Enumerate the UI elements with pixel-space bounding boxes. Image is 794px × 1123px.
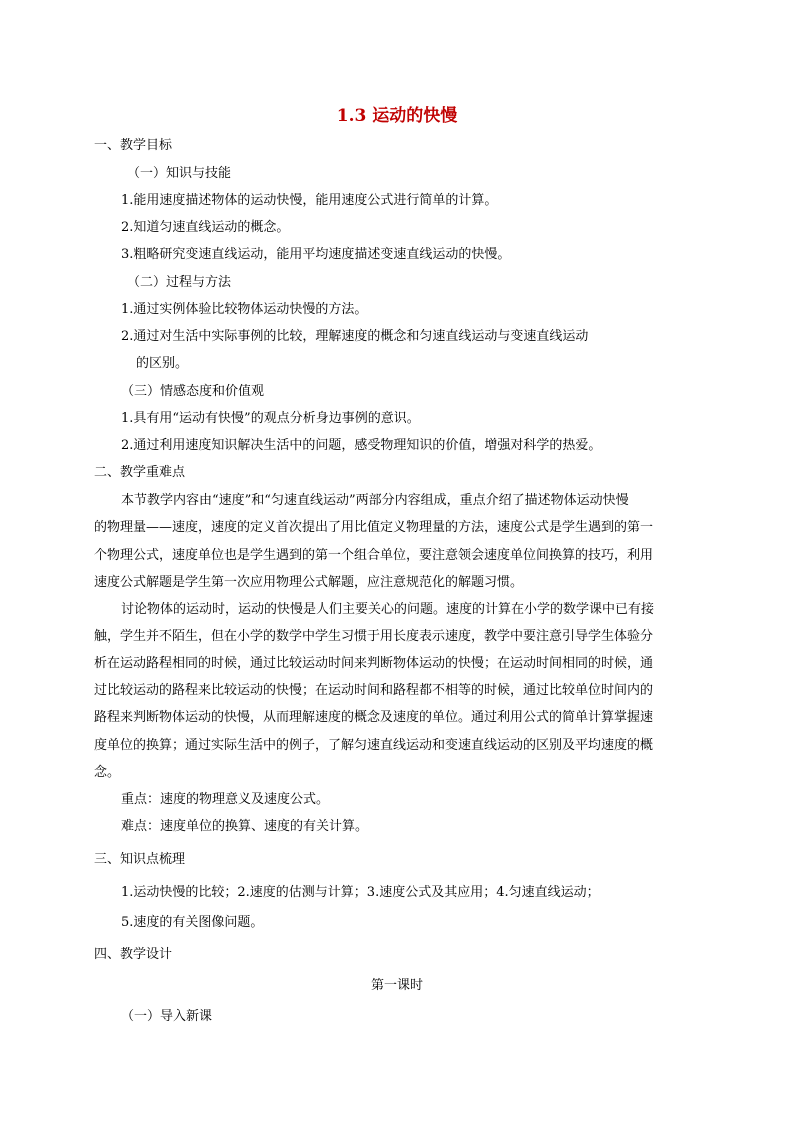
paragraph-line: 念。 bbox=[94, 765, 121, 780]
subheading-attitude: （三）情感态度和价值观 bbox=[121, 384, 265, 399]
paragraph-line: 路程来判断物体运动的快慢，从而理解速度的概念及速度的单位。通过利用公式的简单计算掌握速 bbox=[94, 710, 654, 725]
section-heading-objectives: 一、教学目标 bbox=[94, 138, 173, 153]
subheading-process: （二）过程与方法 bbox=[127, 275, 232, 290]
paragraph-line: 度单位的换算；通过实际生活中的例子，了解匀速直线运动和变速直线运动的区别及平均速度的概 bbox=[94, 738, 654, 753]
paragraph-line: 个物理公式，速度单位也是学生遇到的第一个组合单位，要注意领会速度单位间换算的技巧，利用 bbox=[94, 548, 654, 563]
document-title: 1.3 运动的快慢 bbox=[336, 106, 458, 126]
section-heading-keypoints: 二、教学重难点 bbox=[94, 465, 186, 480]
list-item: 1.通过实例体验比较物体运动快慢的方法。 bbox=[121, 302, 368, 317]
difficult-point: 难点：速度单位的换算、速度的有关计算。 bbox=[121, 819, 369, 834]
section-heading-knowledge-outline: 三、知识点梳理 bbox=[94, 852, 186, 867]
paragraph-line: 本节教学内容由“速度”和“匀速直线运动”两部分内容组成，重点介绍了描述物体运动快慢 bbox=[121, 493, 629, 508]
list-item: 1.运动快慢的比较；2.速度的估测与计算；3.速度公式及其应用；4.匀速直线运动； bbox=[121, 885, 600, 900]
list-item: 2.通过利用速度知识解决生活中的问题，感受物理知识的价值，增强对科学的热爱。 bbox=[121, 438, 602, 453]
paragraph-line: 速度公式解题是学生第一次应用物理公式解题，应注意规范化的解题习惯。 bbox=[94, 575, 524, 590]
list-item: 3.粗略研究变速直线运动，能用平均速度描述变速直线运动的快慢。 bbox=[121, 247, 511, 262]
paragraph-line: 析在运动路程相同的时候，通过比较运动时间来判断物体运动的快慢；在运动时间相同的时候，通 bbox=[94, 656, 654, 671]
list-item: 5.速度的有关图像问题。 bbox=[121, 915, 264, 930]
list-item: 2.知道匀速直线运动的概念。 bbox=[121, 220, 290, 235]
paragraph-line: 的物理量——速度，速度的定义首次提出了用比值定义物理量的方法，速度公式是学生遇到的第一 bbox=[94, 520, 654, 535]
list-item-continuation: 的区别。 bbox=[136, 356, 189, 371]
key-point: 重点：速度的物理意义及速度公式。 bbox=[121, 792, 330, 807]
paragraph-line: 过比较运动的路程来比较运动的快慢；在运动时间和路程都不相等的时候，通过比较单位时间内的 bbox=[94, 683, 654, 698]
list-item: 1.能用速度描述物体的运动快慢，能用速度公式进行简单的计算。 bbox=[121, 193, 498, 208]
section-heading-design: 四、教学设计 bbox=[94, 947, 173, 962]
paragraph-line: 触，学生并不陌生，但在小学的数学中学生习惯于用长度表示速度，教学中要注意引导学生体验分 bbox=[94, 629, 654, 644]
subheading-knowledge: （一）知识与技能 bbox=[127, 166, 232, 181]
subheading-introduction: （一）导入新课 bbox=[121, 1009, 213, 1024]
list-item: 1.具有用“运动有快慢”的观点分析身边事例的意识。 bbox=[121, 411, 420, 426]
lesson-heading: 第一课时 bbox=[370, 978, 423, 993]
list-item: 2.通过对生活中实际事例的比较，理解速度的概念和匀速直线运动与变速直线运动 bbox=[121, 329, 589, 344]
paragraph-line: 讨论物体的运动时，运动的快慢是人们主要关心的问题。速度的计算在小学的数学课中已有接 bbox=[121, 602, 655, 617]
